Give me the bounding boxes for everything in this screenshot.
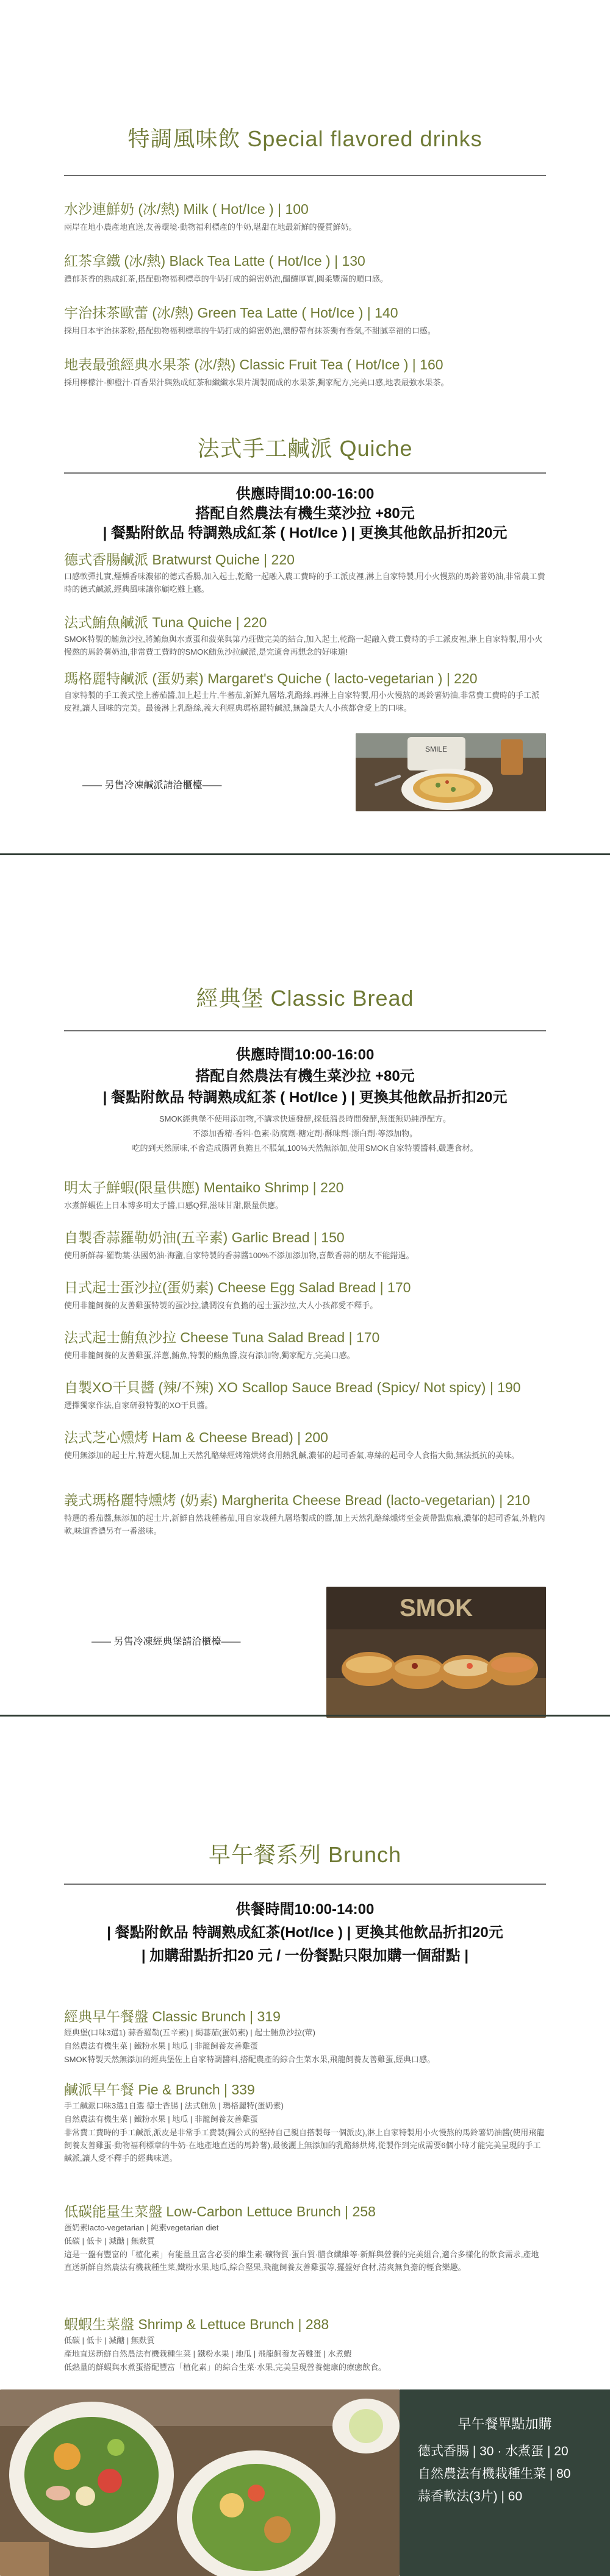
- bread-desc-ham-cheese: 使用無添加的起士片,特選火腿,加上天然乳酪絲經烤箱烘烤食用熱乳鹹,濃郁的起司香氣,專絲的起司令人食指大動,無法抵抗的美味。: [64, 1451, 520, 1460]
- quiche-title: 法式手工鹹派 Quiche: [197, 436, 413, 461]
- section-divider-2: [0, 1715, 610, 1717]
- section-divider-1: [0, 853, 610, 855]
- brunch-dessert-offer: | 加購甜點折扣20 元 / 一份餐點只限加購一個甜點 |: [141, 1948, 469, 1964]
- brunch-desc-pie-3: 非常費工費時的手工鹹派,派皮是非常手工費製(獨公式的堅持自己親自搭製每一個派皮),淋上自家特製用小火慢熬的馬鈴薯奶油醬(使用飛龍飼養友善雞蛋·動物福利標章的牛奶·在地產地直送的馬鈴薯),最後灑上無添加的乳酪絲烘烤,從製作到完成需要6個小時才能完美呈現的手工鹹派,讓人愛不釋手的經典味道。: [64, 2128, 545, 2163]
- quiche-image: [356, 733, 546, 811]
- bread-desc-mentaiko: 水煮鮮蝦佐上日本博多明太子醬,口感Q彈,滋味甘甜,限量供應。: [64, 1201, 283, 1210]
- bread-item-ham-cheese: 法式芝心燻烤 Ham & Cheese Bread) | 200: [64, 1429, 328, 1445]
- quiche-item-margaret: 瑪格麗特鹹派 (蛋奶素) Margaret's Quiche ( lacto-vegetarian ) | 220: [64, 671, 478, 686]
- drink-desc-black-tea-latte: 濃郁茶香的熟成紅茶,搭配動物福利標章的牛奶打成的綿密奶泡,醞釀厚實,圓柔豐滿的順口感。: [64, 274, 388, 283]
- bread-item-cheese-egg: 日式起士蛋沙拉(蛋奶素) Cheese Egg Salad Bread | 170: [64, 1279, 411, 1295]
- quiche-frozen-note: —— 另售冷凍鹹派請洽櫃檯——: [82, 780, 222, 791]
- quiche-item-bratwurst: 德式香腸鹹派 Bratwurst Quiche | 220: [64, 552, 295, 568]
- drink-item-green-tea-latte: 宇治抹茶歐蕾 (冰/熱) Green Tea Latte ( Hot/Ice ) | 140: [64, 305, 398, 321]
- brunch-desc-classic-2: 自然農法有機生菜 | 鐵粉水果 | 地瓜 | 非籠飼養友善雞蛋: [64, 2041, 258, 2051]
- drinks-title: 特調風味飲 Special flavored drinks: [127, 126, 483, 151]
- bread-salad-offer: 搭配自然農法有機生菜沙拉 +80元: [195, 1068, 415, 1084]
- bread-desc-garlic: 使用新鮮蒜·羅勒葉·法國奶油·海鹽,自家特製的香蒜醬100%不添加添加物,喜歡香蒜的朋友不能錯過。: [64, 1251, 414, 1260]
- drink-item-fruit-tea: 地表最強經典水果茶 (冰/熱) Classic Fruit Tea ( Hot/Ice ) | 160: [64, 357, 443, 372]
- addon-line-3: 蒜香軟法(3片) | 60: [418, 2489, 523, 2503]
- quiche-desc-margaret: 自家特製的手工義式塗上蕃茄醬,加上起士片,牛蕃茄,新鮮九層塔,乳酪絲,再淋上自家特製,用小火慢熬的馬鈴薯奶油,非常費工費時的手工派皮裡,讓人回味的完美。最後淋上乳酪絲,義大利經典瑪格麗特鹹派,無論是大人小孩都會愛上的口味。: [64, 691, 540, 713]
- brunch-item-shrimp: 蝦蝦生菜盤 Shrimp & Lettuce Brunch | 288: [64, 2316, 329, 2332]
- brunch-desc-classic-3: SMOK特製天然無添加的經典堡佐上自家特調醬料,搭配農產的綜合生菜水果,飛龍飼養友善雞蛋,經典口感。: [64, 2055, 436, 2064]
- quiche-desc-bratwurst: 口感軟彈扎實,煙燻香味濃郁的德式香腸,加入起士,乾酪一起融入農工費時的手工派皮裡,淋上自家特製,用小火慢熬的馬鈴薯奶油,非常農工費時的德式鹹派,經典風味讓你顧吃難上癮。: [64, 572, 545, 594]
- brunch-rule: [64, 1884, 546, 1885]
- brunch-desc-low-carbon-1: 蛋奶素lacto-vegetarian | 純素vegetarian diet: [64, 2223, 219, 2232]
- brunch-desc-shrimp-3: 低熱量的鮮蝦與水煮蛋搭配豐富「植化素」的綜合生菜·水果,完美呈現營養健康的療癒飲食。: [64, 2363, 386, 2372]
- bread-photo-sign: SMOK: [400, 1595, 473, 1621]
- brunch-item-pie: 鹹派早午餐 Pie & Brunch | 339: [64, 2082, 255, 2097]
- bread-item-margherita: 義式瑪格麗特燻烤 (奶素) Margherita Cheese Bread (lacto-vegetarian) | 210: [64, 1492, 530, 1508]
- drink-desc-milk: 兩岸在地小農產地直送,友善環境·動物福利標產的牛奶,堪甜在地最新鮮的優質鮮奶。: [64, 222, 357, 232]
- brunch-addon-box: [400, 2389, 610, 2576]
- drinks-rule: [64, 175, 546, 176]
- addon-line-1: 德式香腸 | 30 · 水煮蛋 | 20: [418, 2444, 569, 2458]
- brunch-hours: 供餐時間10:00-14:00: [235, 1901, 375, 1918]
- quiche-desc-tuna: SMOK特製的鮪魚沙拉,將鮪魚與水煮蛋和菠菜與第乃莊做完美的結合,加入起士,乾酪一起融入費工費時的手工派皮裡,淋上自家特製,用小火慢熬的馬鈴薯奶油,非常費工費時的SMOK鮪魚沙拉鹹派,是完適會再想念的好味道!: [64, 635, 543, 656]
- bread-desc-cheese-tuna: 使用非籠飼養的友善雞蛋,洋蔥,鮪魚,特製的鮪魚醬,沒有添加物,獨家配方,完美口感。: [64, 1351, 355, 1360]
- drink-item-milk: 水沙連鮮奶 (冰/熱) Milk ( Hot/Ice ) | 100: [64, 201, 309, 217]
- bread-image: [326, 1587, 546, 1718]
- brunch-desc-low-carbon-3: 這是一盤有豐富的「植化素」有能量且富含必要的維生素·礦物質·蛋白質·膳食纖維等·新鮮與營養的完美組合,適合多樣化的飲食需求,產地直送新鮮自然農法有機栽種生菜,鐵粉水果,地瓜,綜合堅果,飛龍飼養友善雞蛋等,擺盤好食材,清爽無負擔的輕食樂趣。: [64, 2250, 539, 2272]
- quiche-hours: 供應時間10:00-16:00: [235, 486, 375, 502]
- bread-intro-1: SMOK經典堡不使用添加物,不講求快速發酵,採低溫長時間發酵,無蛋無奶純淨配方。: [159, 1114, 451, 1123]
- drink-item-black-tea-latte: 紅茶拿鐵 (冰/熱) Black Tea Latte ( Hot/Ice ) | 130: [64, 253, 365, 269]
- bread-hours: 供應時間10:00-16:00: [235, 1047, 375, 1063]
- quiche-photo: [356, 733, 546, 811]
- bread-item-mentaiko: 明太子鮮蝦(限量供應) Mentaiko Shrimp | 220: [64, 1179, 344, 1195]
- bread-item-xo-scallop: 自製XO干貝醬 (辣/不辣) XO Scallop Sauce Bread (Spicy/ Not spicy) | 190: [64, 1379, 521, 1395]
- bread-intro-2: 不添加香精·香料·色素·防腐劑·糖定劑·酥味劑·漂白劑·等添加物。: [192, 1129, 418, 1138]
- bread-desc-margherita: 特選的番茄醬,無添加的起士片,新鮮自然栽種蕃茄,用自家栽種九層塔製成的醬,加上天然乳酪絲燻烤至金黃帶點焦痕,濃郁的起司香氣,外脆內軟,味道香濃另有一番滋味。: [64, 1514, 545, 1535]
- bread-photo: [326, 1587, 546, 1718]
- bread-item-garlic: 自製香蒜羅勒奶油(五辛素) Garlic Bread | 150: [64, 1229, 345, 1245]
- quiche-photo-sign: SMILE: [425, 745, 448, 753]
- bread-frozen-note: —— 另售冷凍經典堡請洽櫃檯——: [92, 1637, 241, 1647]
- brunch-desc-classic-1: 經典堡(口味3選1) 蒜香羅勒(五辛素) | 焗蕃茄(蛋奶素) | 起士鮪魚沙拉(葷): [64, 2028, 315, 2037]
- addon-title: 早午餐單點加購: [458, 2416, 552, 2432]
- addon-line-2: 自然農法有機栽種生菜 | 80: [418, 2467, 571, 2481]
- brunch-desc-pie-2: 自然農法有機生菜 | 鐵粉水果 | 地瓜 | 非籠飼養友善雞蛋: [64, 2115, 258, 2124]
- bread-desc-cheese-egg: 使用非籠飼養的友善雞蛋特製的蛋沙拉,濃潤沒有負擔的起士蛋沙拉,大人小孩都愛不釋手。: [64, 1301, 378, 1310]
- quiche-salad-offer: 搭配自然農法有機生菜沙拉 +80元: [195, 505, 415, 522]
- brunch-drink-offer: | 餐點附飲品 特調熟成紅茶(Hot/Ice ) | 更換其他飲品折扣20元: [107, 1924, 503, 1941]
- brunch-desc-pie-1: 手工鹹派口味3選1自選 德士香腸 | 法式鮪魚 | 瑪格麗特(蛋奶素): [64, 2101, 284, 2110]
- quiche-drink-offer: | 餐點附飲品 特調熟成紅茶 ( Hot/Ice ) | 更換其他飲品折扣20元: [102, 525, 508, 541]
- brunch-image: [0, 2389, 400, 2576]
- bread-item-cheese-tuna: 法式起士鮪魚沙拉 Cheese Tuna Salad Bread | 170: [64, 1329, 380, 1345]
- brunch-desc-low-carbon-2: 低碳 | 低卡 | 減醣 | 無麩質: [64, 2236, 155, 2246]
- drink-desc-green-tea-latte: 採用日本宇治抹茶粉,搭配動物福利標章的牛奶打成的綿密奶泡,濃醇帶有抹茶獨有香氣,不甜膩幸福的口感。: [64, 326, 436, 335]
- bread-title: 經典堡 Classic Bread: [196, 986, 414, 1011]
- bread-drink-offer: | 餐點附飲品 特調熟成紅茶 ( Hot/Ice ) | 更換其他飲品折扣20元: [102, 1089, 508, 1106]
- bread-intro-3: 吃的到天然原味,不會造成腸胃負擔且不脹氣,100%天然無添加,使用SMOK自家特製醬料,嚴選食材。: [132, 1144, 478, 1153]
- quiche-rule: [64, 472, 546, 474]
- bread-rule: [64, 1030, 546, 1031]
- quiche-item-tuna: 法式鮪魚鹹派 Tuna Quiche | 220: [64, 614, 267, 630]
- brunch-photo: [0, 2389, 400, 2576]
- brunch-desc-shrimp-2: 產地直送新鮮自然農法有機栽種生菜 | 鐵粉水果 | 地瓜 | 飛龍飼養友善雞蛋 | 水煮蝦: [64, 2349, 352, 2358]
- brunch-item-low-carbon: 低碳能量生菜盤 Low-Carbon Lettuce Brunch | 258: [64, 2204, 376, 2219]
- brunch-desc-shrimp-1: 低碳 | 低卡 | 減醣 | 無麩質: [64, 2336, 155, 2345]
- bread-desc-xo-scallop: 選擇獨家作法,自家研發特製的XO干貝醬。: [64, 1401, 213, 1410]
- brunch-item-classic: 經典早午餐盤 Classic Brunch | 319: [64, 2008, 281, 2024]
- brunch-title: 早午餐系列 Brunch: [208, 1842, 402, 1867]
- drink-desc-fruit-tea: 採用檸檬汁·柳橙汁·百香果汁與熟成紅茶和纖纖水果片調製而成的水果茶,獨家配方,完美口感,地表最強水果茶。: [64, 378, 449, 387]
